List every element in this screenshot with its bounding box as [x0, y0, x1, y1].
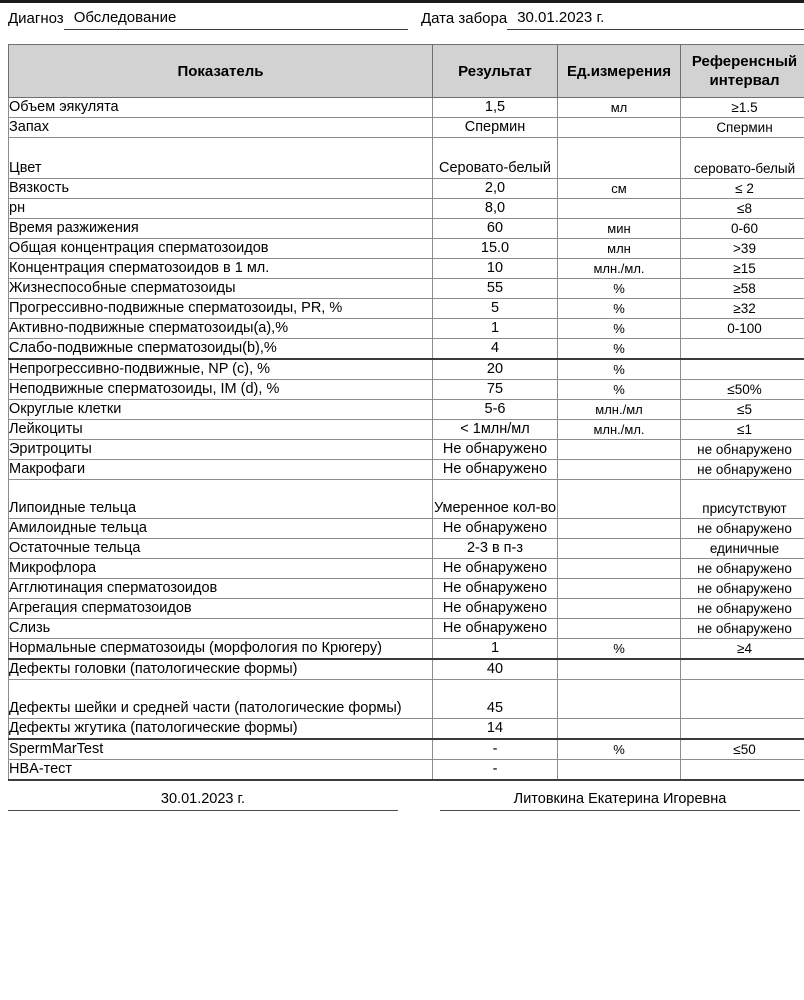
table-row: [9, 179, 804, 199]
cell-reference: ≤5: [681, 400, 804, 420]
cell-result: 40: [433, 659, 558, 680]
cell-indicator: Амилоидные тельца: [9, 519, 433, 539]
cell-indicator: Слабо-подвижные сперматозоиды(b),%: [9, 339, 433, 360]
cell-indicator: Активно-подвижные сперматозоиды(a),%: [9, 319, 433, 339]
cell-unit: %: [558, 739, 681, 760]
document-meta-row: [0, 0, 804, 30]
cell-result: -: [433, 760, 558, 781]
footer-doctor-name: Литовкина Екатерина Игоревна: [513, 791, 727, 807]
table-row: [9, 420, 804, 440]
cell-result: Умеренное кол-во: [433, 480, 558, 519]
cell-result: 15.0: [433, 239, 558, 259]
cell-indicator: Объем эякулята: [9, 98, 433, 118]
cell-unit: [558, 138, 681, 179]
cell-reference: ≤1: [681, 420, 804, 440]
table-row: [9, 460, 804, 480]
cell-result: Спермин: [433, 118, 558, 138]
cell-result: 1,5: [433, 98, 558, 118]
table-header-row: [9, 45, 804, 98]
cell-reference: не обнаружено: [681, 619, 804, 639]
table-row: [9, 400, 804, 420]
cell-indicator: Макрофаги: [9, 460, 433, 480]
table-row: [9, 559, 804, 579]
table-row: [9, 259, 804, 279]
cell-indicator: Неподвижные сперматозоиды, IM (d), %: [9, 380, 433, 400]
cell-indicator: Прогрессивно-подвижные сперматозоиды, PR, %: [9, 299, 433, 319]
cell-reference: не обнаружено: [681, 519, 804, 539]
column-header-reference: Референсный интервал: [681, 45, 804, 98]
cell-indicator: Запах: [9, 118, 433, 138]
cell-reference: [681, 359, 804, 380]
cell-reference: серовато-белый: [681, 138, 804, 179]
cell-result: Не обнаружено: [433, 460, 558, 480]
table-row: [9, 619, 804, 639]
cell-unit: млн./мл: [558, 400, 681, 420]
cell-reference: не обнаружено: [681, 599, 804, 619]
cell-result: 1: [433, 319, 558, 339]
cell-unit: [558, 659, 681, 680]
cell-result: 8,0: [433, 199, 558, 219]
table-row: [9, 359, 804, 380]
cell-indicator: Жизнеспособные сперматозоиды: [9, 279, 433, 299]
footer-date-rule: [8, 810, 398, 811]
cell-result: Не обнаружено: [433, 519, 558, 539]
diagnosis-value: Обследование: [64, 9, 408, 30]
cell-result: 1: [433, 639, 558, 660]
table-row: [9, 719, 804, 740]
cell-unit: млн./мл.: [558, 259, 681, 279]
table-row: [9, 659, 804, 680]
cell-unit: млн: [558, 239, 681, 259]
table-row: [9, 639, 804, 660]
cell-indicator: рн: [9, 199, 433, 219]
column-header-unit: Ед.измерения: [558, 45, 681, 98]
table-row: [9, 299, 804, 319]
cell-result: 5: [433, 299, 558, 319]
table-row: [9, 599, 804, 619]
cell-indicator: Нормальные сперматозоиды (морфология по Крюгеру): [9, 639, 433, 660]
cell-indicator: Слизь: [9, 619, 433, 639]
cell-unit: %: [558, 380, 681, 400]
cell-unit: %: [558, 639, 681, 660]
table-row: [9, 440, 804, 460]
table-row: [9, 480, 804, 519]
cell-result: 10: [433, 259, 558, 279]
cell-unit: [558, 719, 681, 740]
cell-unit: [558, 440, 681, 460]
cell-reference: ≥32: [681, 299, 804, 319]
cell-unit: %: [558, 299, 681, 319]
cell-reference: ≥58: [681, 279, 804, 299]
footer-date-block: [8, 791, 398, 811]
cell-reference: не обнаружено: [681, 559, 804, 579]
cell-indicator: Дефекты шейки и средней части (патологические формы): [9, 680, 433, 719]
cell-unit: мин: [558, 219, 681, 239]
diagnosis-label: Диагноз: [8, 10, 64, 27]
cell-reference: 0-100: [681, 319, 804, 339]
cell-unit: млн./мл.: [558, 420, 681, 440]
cell-indicator: Остаточные тельца: [9, 539, 433, 559]
cell-indicator: Дефекты головки (патологические формы): [9, 659, 433, 680]
sample-date-label: Дата забора: [420, 10, 508, 27]
results-table-head: [9, 45, 804, 98]
cell-indicator: Округлые клетки: [9, 400, 433, 420]
table-row: [9, 239, 804, 259]
cell-result: 55: [433, 279, 558, 299]
cell-unit: %: [558, 359, 681, 380]
cell-result: Не обнаружено: [433, 559, 558, 579]
cell-unit: [558, 199, 681, 219]
cell-indicator: HBA-тест: [9, 760, 433, 781]
cell-reference: не обнаружено: [681, 440, 804, 460]
cell-reference: [681, 659, 804, 680]
cell-result: 2-3 в п-з: [433, 539, 558, 559]
cell-unit: [558, 460, 681, 480]
cell-reference: [681, 339, 804, 360]
cell-indicator: Агглютинация сперматозоидов: [9, 579, 433, 599]
table-row: [9, 760, 804, 781]
cell-result: -: [433, 739, 558, 760]
cell-indicator: SpermMarTest: [9, 739, 433, 760]
results-table-wrapper: [0, 44, 804, 781]
cell-unit: [558, 480, 681, 519]
table-row: [9, 339, 804, 360]
cell-result: 20: [433, 359, 558, 380]
cell-reference: ≤ 2: [681, 179, 804, 199]
cell-unit: [558, 559, 681, 579]
cell-result: 60: [433, 219, 558, 239]
table-row: [9, 98, 804, 118]
cell-indicator: Агрегация сперматозоидов: [9, 599, 433, 619]
cell-reference: не обнаружено: [681, 460, 804, 480]
cell-reference: ≥1.5: [681, 98, 804, 118]
cell-unit: [558, 760, 681, 781]
cell-reference: не обнаружено: [681, 579, 804, 599]
cell-indicator: Непрогрессивно-подвижные, NP (c), %: [9, 359, 433, 380]
cell-reference: [681, 719, 804, 740]
cell-unit: %: [558, 279, 681, 299]
cell-indicator: Липоидные тельца: [9, 480, 433, 519]
cell-reference: единичные: [681, 539, 804, 559]
cell-indicator: Дефекты жгутика (патологические формы): [9, 719, 433, 740]
cell-unit: [558, 680, 681, 719]
cell-result: 4: [433, 339, 558, 360]
cell-reference: ≥15: [681, 259, 804, 279]
cell-unit: %: [558, 319, 681, 339]
cell-unit: [558, 619, 681, 639]
sample-date-value: 30.01.2023 г.: [507, 9, 804, 30]
cell-unit: см: [558, 179, 681, 199]
cell-reference: >39: [681, 239, 804, 259]
cell-reference: ≤50%: [681, 380, 804, 400]
cell-reference: ≥4: [681, 639, 804, 660]
footer-date-value: 30.01.2023 г.: [160, 791, 246, 807]
table-row: [9, 219, 804, 239]
results-table: [8, 44, 804, 781]
table-row: [9, 539, 804, 559]
cell-result: 45: [433, 680, 558, 719]
cell-result: 5-6: [433, 400, 558, 420]
cell-result: Не обнаружено: [433, 440, 558, 460]
cell-result: Не обнаружено: [433, 599, 558, 619]
cell-reference: Спермин: [681, 118, 804, 138]
cell-unit: [558, 539, 681, 559]
cell-result: < 1млн/мл: [433, 420, 558, 440]
table-row: [9, 138, 804, 179]
cell-indicator: Эритроциты: [9, 440, 433, 460]
cell-indicator: Лейкоциты: [9, 420, 433, 440]
footer-doctor-rule: [440, 810, 800, 811]
cell-unit: [558, 519, 681, 539]
table-row: [9, 279, 804, 299]
table-row: [9, 199, 804, 219]
table-row: [9, 380, 804, 400]
footer-doctor-block: [440, 791, 800, 811]
table-row: [9, 118, 804, 138]
document-footer: [0, 791, 804, 811]
cell-result: Не обнаружено: [433, 619, 558, 639]
table-row: [9, 519, 804, 539]
cell-result: 14: [433, 719, 558, 740]
table-row: [9, 319, 804, 339]
cell-unit: мл: [558, 98, 681, 118]
cell-reference: [681, 680, 804, 719]
cell-indicator: Время разжижения: [9, 219, 433, 239]
column-header-indicator: Показатель: [9, 45, 433, 98]
cell-indicator: Общая концентрация сперматозоидов: [9, 239, 433, 259]
table-row: [9, 739, 804, 760]
cell-reference: ≤50: [681, 739, 804, 760]
cell-indicator: Цвет: [9, 138, 433, 179]
cell-reference: 0-60: [681, 219, 804, 239]
cell-indicator: Концентрация сперматозоидов в 1 мл.: [9, 259, 433, 279]
cell-result: 2,0: [433, 179, 558, 199]
cell-indicator: Вязкость: [9, 179, 433, 199]
cell-result: Серовато-белый: [433, 138, 558, 179]
cell-unit: %: [558, 339, 681, 360]
table-row: [9, 680, 804, 719]
cell-reference: ≤8: [681, 199, 804, 219]
cell-result: 75: [433, 380, 558, 400]
cell-unit: [558, 118, 681, 138]
cell-indicator: Микрофлора: [9, 559, 433, 579]
cell-unit: [558, 579, 681, 599]
cell-reference: присутствуют: [681, 480, 804, 519]
cell-reference: [681, 760, 804, 781]
cell-unit: [558, 599, 681, 619]
cell-result: Не обнаружено: [433, 579, 558, 599]
column-header-result: Результат: [433, 45, 558, 98]
table-row: [9, 579, 804, 599]
results-table-body: [9, 98, 804, 781]
